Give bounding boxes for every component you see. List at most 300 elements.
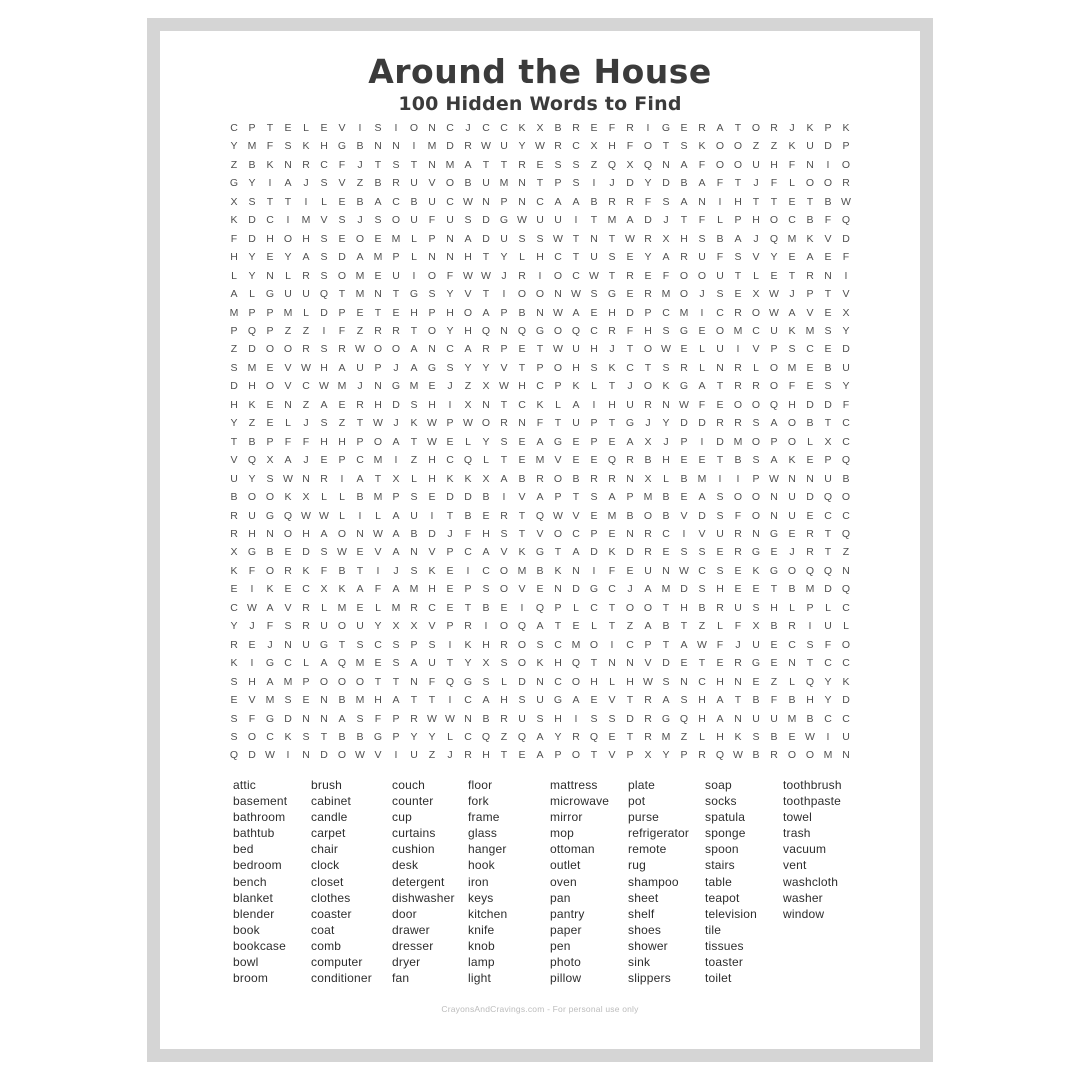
grid-letter: T [608, 232, 616, 245]
grid-letter: E [338, 195, 346, 208]
grid-letter: H [590, 675, 598, 688]
grid-letter: D [806, 398, 814, 411]
grid-letter: D [806, 491, 814, 504]
grid-letter: E [590, 454, 598, 467]
grid-letter: X [752, 288, 760, 301]
grid-letter: C [824, 509, 832, 522]
grid-row [225, 156, 855, 174]
grid-letter: W [769, 472, 779, 485]
grid-letter: V [374, 749, 382, 762]
grid-letter: B [806, 417, 814, 430]
grid-letter: I [394, 454, 398, 467]
grid-letter: R [500, 638, 508, 651]
grid-letter: P [644, 638, 652, 651]
word-item: tissues [705, 938, 744, 953]
grid-letter: T [824, 546, 832, 559]
grid-letter: R [716, 417, 724, 430]
grid-letter: L [519, 251, 525, 264]
grid-letter: M [643, 491, 653, 504]
grid-letter: T [374, 675, 382, 688]
grid-letter: Y [824, 694, 832, 707]
grid-letter: M [373, 491, 383, 504]
grid-letter: D [842, 694, 850, 707]
grid-letter: S [500, 657, 508, 670]
grid-letter: T [518, 527, 526, 540]
grid-letter: E [608, 730, 616, 743]
grid-letter: B [410, 195, 418, 208]
grid-letter: T [608, 417, 616, 430]
grid-letter: S [608, 712, 616, 725]
grid-letter: S [680, 140, 688, 153]
grid-letter: K [842, 675, 850, 688]
grid-letter: O [319, 675, 329, 688]
grid-letter: S [428, 288, 436, 301]
grid-letter: T [626, 694, 634, 707]
grid-letter: Y [644, 177, 652, 190]
grid-letter: O [247, 491, 257, 504]
grid-letter: D [482, 214, 490, 227]
grid-letter: A [338, 361, 346, 374]
grid-letter: U [500, 140, 508, 153]
grid-letter: R [518, 269, 526, 282]
grid-letter: H [428, 454, 436, 467]
grid-letter: S [230, 712, 238, 725]
grid-letter: Y [842, 324, 850, 337]
grid-letter: F [320, 564, 328, 577]
grid-row [225, 580, 855, 598]
word-item: counter [392, 794, 434, 809]
grid-letter: B [752, 694, 760, 707]
grid-letter: Z [842, 546, 850, 559]
grid-row [225, 691, 855, 709]
grid-letter: W [625, 232, 635, 245]
grid-letter: V [680, 509, 688, 522]
grid-letter: R [500, 417, 508, 430]
grid-letter: G [553, 694, 563, 707]
grid-letter: D [248, 214, 256, 227]
word-item: rug [628, 858, 646, 873]
grid-letter: S [374, 214, 382, 227]
grid-letter: P [680, 749, 688, 762]
grid-letter: L [339, 491, 345, 504]
grid-letter: K [428, 564, 436, 577]
grid-letter: M [661, 730, 671, 743]
grid-letter: F [266, 620, 274, 633]
grid-letter: S [824, 380, 832, 393]
grid-letter: T [698, 657, 706, 670]
grid-letter: Q [445, 675, 455, 688]
grid-letter: C [284, 657, 292, 670]
grid-letter: L [807, 435, 813, 448]
grid-letter: A [572, 306, 580, 319]
grid-letter: S [518, 694, 526, 707]
grid-letter: W [301, 361, 311, 374]
grid-letter: V [338, 122, 346, 134]
grid-letter: F [536, 417, 544, 430]
grid-letter: L [663, 472, 669, 485]
grid-letter: E [248, 638, 256, 651]
grid-letter: J [627, 583, 633, 596]
grid-letter: E [590, 509, 598, 522]
grid-letter: U [824, 472, 832, 485]
grid-letter: I [700, 435, 704, 448]
grid-letter: U [770, 324, 778, 337]
grid-letter: C [374, 638, 382, 651]
grid-letter: L [789, 601, 795, 614]
grid-letter: M [787, 232, 797, 245]
grid-letter: I [268, 177, 272, 190]
grid-letter: Y [482, 361, 490, 374]
grid-letter: B [374, 177, 382, 190]
word-item: washer [783, 890, 823, 905]
grid-letter: N [410, 546, 418, 559]
grid-letter: N [554, 583, 562, 596]
grid-letter: I [466, 564, 470, 577]
grid-letter: P [464, 583, 472, 596]
word-item: bench [233, 874, 267, 889]
grid-letter: X [842, 306, 850, 319]
grid-letter: K [608, 361, 616, 374]
grid-letter: O [805, 177, 815, 190]
grid-letter: S [554, 158, 562, 171]
grid-letter: T [716, 380, 724, 393]
grid-letter: B [770, 730, 778, 743]
grid-letter: D [698, 509, 706, 522]
grid-letter: A [284, 454, 292, 467]
grid-letter: F [734, 620, 742, 633]
grid-letter: H [428, 583, 436, 596]
grid-letter: N [788, 472, 796, 485]
grid-letter: Z [248, 417, 256, 430]
word-item: washcloth [783, 874, 839, 889]
grid-letter: Y [518, 140, 526, 153]
grid-letter: W [517, 214, 527, 227]
grid-letter: H [608, 140, 616, 153]
word-item: tile [705, 922, 722, 937]
grid-letter: E [446, 583, 454, 596]
grid-letter: W [661, 343, 671, 356]
grid-letter: U [806, 140, 814, 153]
grid-letter: E [770, 657, 778, 670]
grid-letter: P [356, 435, 364, 448]
grid-letter: P [500, 343, 508, 356]
grid-letter: W [499, 380, 509, 393]
grid-letter: X [266, 454, 274, 467]
grid-letter: B [842, 472, 850, 485]
grid-letter: N [842, 564, 850, 577]
word-item: book [233, 922, 260, 937]
grid-letter: L [303, 657, 309, 670]
grid-row [225, 654, 855, 672]
grid-letter: F [302, 435, 310, 448]
grid-letter: I [286, 749, 290, 762]
grid-letter: S [410, 491, 418, 504]
grid-letter: M [355, 269, 365, 282]
grid-letter: T [806, 657, 814, 670]
grid-letter: N [266, 269, 274, 282]
grid-letter: F [374, 583, 382, 596]
grid-letter: S [284, 140, 292, 153]
grid-letter: H [698, 712, 706, 725]
grid-letter: C [554, 638, 562, 651]
grid-letter: O [391, 343, 401, 356]
grid-letter: O [841, 491, 851, 504]
grid-letter: O [427, 324, 437, 337]
grid-letter: L [555, 398, 561, 411]
grid-letter: I [448, 694, 452, 707]
grid-letter: P [806, 288, 814, 301]
grid-letter: X [230, 195, 238, 208]
grid-letter: P [248, 122, 256, 134]
grid-letter: A [572, 694, 580, 707]
grid-row [225, 285, 855, 303]
grid-letter: O [841, 158, 851, 171]
grid-letter: N [698, 195, 706, 208]
grid-letter: O [265, 380, 275, 393]
grid-letter: C [842, 712, 850, 725]
grid-letter: D [842, 343, 850, 356]
grid-letter: A [716, 712, 724, 725]
grid-letter: E [698, 454, 706, 467]
grid-letter: N [590, 232, 598, 245]
grid-letter: E [590, 306, 598, 319]
grid-letter: S [320, 232, 328, 245]
grid-letter: O [535, 288, 545, 301]
grid-letter: T [266, 122, 274, 134]
grid-letter: E [824, 306, 832, 319]
grid-letter: N [608, 657, 616, 670]
grid-letter: P [410, 638, 418, 651]
grid-letter: Y [644, 251, 652, 264]
grid-letter: E [356, 601, 364, 614]
grid-letter: S [302, 730, 310, 743]
word-item: oven [550, 874, 577, 889]
grid-letter: S [572, 158, 580, 171]
grid-letter: S [410, 564, 418, 577]
grid-letter: L [231, 269, 237, 282]
grid-letter: B [356, 140, 364, 153]
grid-letter: M [409, 380, 419, 393]
grid-letter: A [536, 730, 544, 743]
grid-letter: N [410, 675, 418, 688]
grid-letter: O [481, 417, 491, 430]
grid-letter: F [770, 177, 778, 190]
grid-letter: H [572, 361, 580, 374]
grid-letter: G [661, 712, 671, 725]
grid-letter: R [320, 472, 328, 485]
grid-letter: S [662, 324, 670, 337]
word-item: hanger [468, 842, 507, 857]
grid-letter: I [700, 306, 704, 319]
grid-letter: K [518, 546, 526, 559]
grid-letter: K [248, 398, 256, 411]
grid-letter: W [319, 509, 329, 522]
grid-letter: L [285, 417, 291, 430]
grid-letter: E [320, 454, 328, 467]
grid-letter: A [662, 251, 670, 264]
grid-letter: S [230, 361, 238, 374]
word-item: vacuum [783, 842, 827, 857]
word-item: plate [628, 778, 656, 792]
grid-letter: A [608, 491, 616, 504]
word-item: toaster [705, 955, 744, 970]
grid-letter: S [284, 620, 292, 633]
grid-letter: U [446, 214, 454, 227]
grid-letter: T [626, 343, 634, 356]
grid-letter: O [715, 140, 725, 153]
word-item: iron [468, 874, 489, 889]
grid-letter: E [734, 583, 742, 596]
grid-letter: S [392, 158, 400, 171]
grid-letter: Y [464, 657, 472, 670]
grid-letter: B [644, 454, 652, 467]
grid-row [225, 230, 855, 248]
grid-row [225, 507, 855, 525]
grid-letter: S [374, 122, 382, 134]
grid-letter: I [412, 140, 416, 153]
grid-letter: B [338, 730, 346, 743]
grid-letter: B [356, 195, 364, 208]
word-item: bedroom [233, 858, 282, 873]
grid-letter: S [320, 343, 328, 356]
grid-letter: O [751, 122, 761, 134]
grid-letter: C [788, 638, 796, 651]
grid-row [225, 451, 855, 469]
grid-row [225, 359, 855, 377]
grid-letter: K [788, 140, 796, 153]
grid-letter: K [842, 122, 850, 134]
grid-letter: N [842, 749, 850, 762]
grid-letter: S [752, 730, 760, 743]
grid-letter: P [590, 527, 598, 540]
grid-letter: T [500, 749, 508, 762]
grid-letter: E [824, 251, 832, 264]
grid-letter: A [410, 343, 418, 356]
grid-letter: E [374, 269, 382, 282]
grid-letter: A [716, 122, 724, 134]
word-item: teapot [705, 890, 740, 905]
grid-letter: N [554, 288, 562, 301]
word-list-column [468, 777, 550, 986]
grid-letter: E [356, 546, 364, 559]
grid-letter: X [536, 122, 544, 134]
word-item: socks [705, 794, 737, 809]
grid-letter: U [410, 509, 418, 522]
word-item: candle [311, 810, 348, 825]
grid-letter: T [518, 509, 526, 522]
grid-letter: C [662, 527, 670, 540]
grid-letter: Q [715, 749, 725, 762]
grid-letter: T [788, 269, 796, 282]
grid-letter: W [481, 269, 491, 282]
grid-letter: L [717, 214, 723, 227]
grid-letter: A [392, 527, 400, 540]
grid-letter: N [626, 472, 634, 485]
grid-letter: F [824, 638, 832, 651]
grid-letter: N [518, 417, 526, 430]
grid-row [225, 562, 855, 580]
grid-letter: S [410, 398, 418, 411]
grid-letter: G [553, 435, 563, 448]
grid-letter: C [698, 675, 706, 688]
grid-letter: M [391, 601, 401, 614]
grid-letter: R [392, 177, 400, 190]
grid-letter: N [770, 491, 778, 504]
word-item: slippers [628, 971, 671, 986]
grid-letter: R [302, 269, 310, 282]
grid-letter: E [590, 694, 598, 707]
word-item: attic [233, 778, 257, 792]
grid-letter: W [481, 140, 491, 153]
grid-letter: Q [247, 324, 257, 337]
word-item: dishwasher [392, 890, 455, 905]
grid-letter: R [806, 527, 814, 540]
grid-row [225, 137, 855, 155]
grid-letter: T [644, 361, 652, 374]
grid-letter: A [302, 251, 310, 264]
grid-letter: V [644, 657, 652, 670]
grid-letter: C [482, 122, 490, 134]
grid-letter: S [392, 657, 400, 670]
grid-letter: L [249, 288, 255, 301]
grid-letter: E [698, 324, 706, 337]
grid-letter: A [770, 417, 778, 430]
grid-letter: P [446, 546, 454, 559]
grid-letter: R [302, 158, 310, 171]
grid-letter: A [554, 195, 562, 208]
grid-letter: N [284, 398, 292, 411]
grid-letter: L [591, 380, 597, 393]
grid-letter: E [680, 343, 688, 356]
grid-letter: A [572, 546, 580, 559]
grid-letter: R [770, 122, 778, 134]
word-item: fan [392, 971, 410, 986]
grid-letter: A [626, 214, 634, 227]
grid-letter: U [482, 177, 490, 190]
grid-letter: P [266, 435, 274, 448]
grid-letter: S [320, 417, 328, 430]
grid-letter: L [843, 620, 849, 633]
grid-letter: W [553, 343, 563, 356]
grid-letter: J [303, 177, 309, 190]
grid-letter: L [447, 730, 453, 743]
grid-letter: R [302, 601, 310, 614]
grid-letter: E [266, 398, 274, 411]
grid-letter: L [753, 361, 759, 374]
grid-letter: J [645, 417, 651, 430]
grid-letter: A [680, 638, 688, 651]
grid-letter: F [734, 509, 742, 522]
grid-letter: A [644, 583, 652, 596]
grid-letter: Y [554, 730, 562, 743]
grid-letter: K [734, 730, 742, 743]
grid-letter: A [392, 435, 400, 448]
grid-letter: T [734, 694, 742, 707]
grid-letter: Q [337, 657, 347, 670]
grid-letter: H [590, 343, 598, 356]
grid-letter: B [716, 232, 724, 245]
grid-letter: I [718, 472, 722, 485]
grid-letter: G [409, 288, 419, 301]
word-item: detergent [392, 874, 445, 889]
grid-letter: C [842, 601, 850, 614]
grid-letter: F [266, 140, 274, 153]
grid-letter: T [482, 251, 490, 264]
grid-letter: O [787, 417, 797, 430]
grid-letter: J [609, 177, 615, 190]
word-item: frame [468, 810, 500, 825]
grid-letter: H [266, 232, 274, 245]
